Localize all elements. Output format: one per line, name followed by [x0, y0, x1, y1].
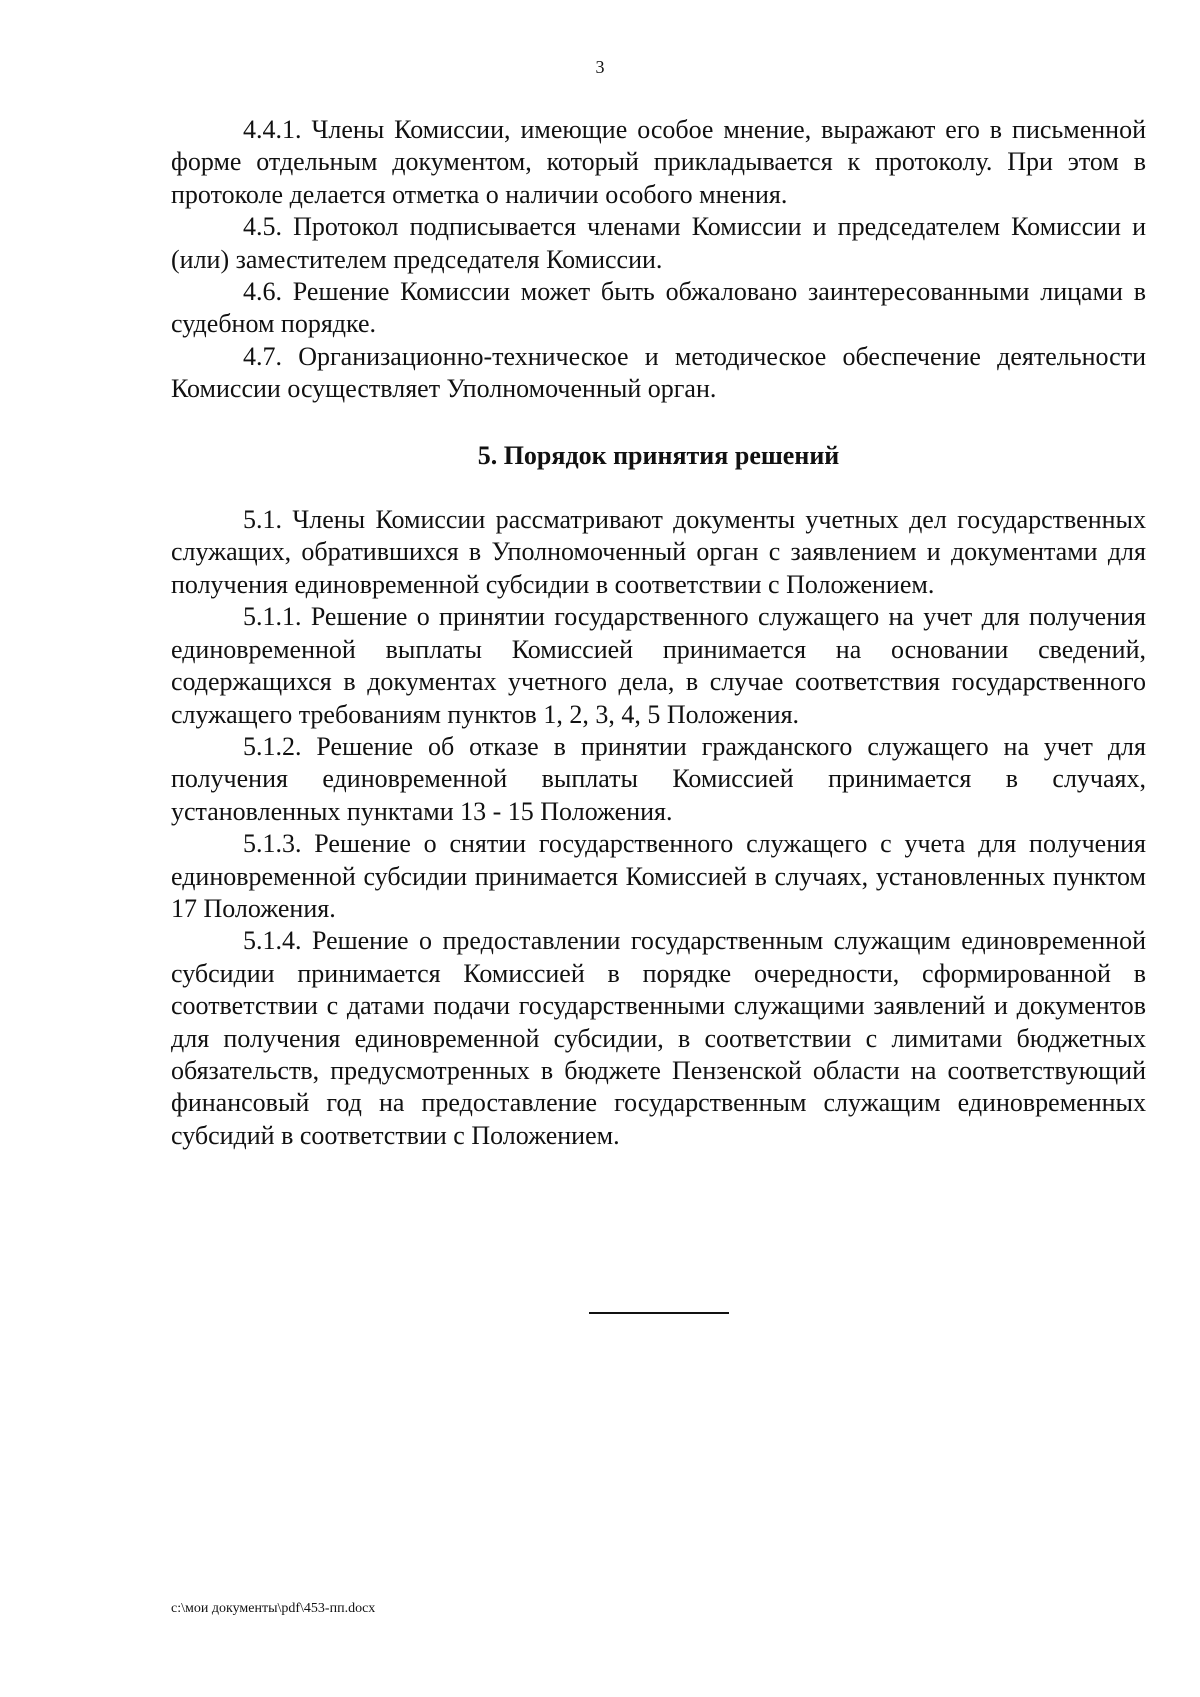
paragraph-4-7: 4.7. Организационно-техническое и методическое обеспечение деятельности Комиссии осуществляет Уполномоченный орган. — [171, 341, 1146, 404]
paragraph-5-1-2: 5.1.2. Решение об отказе в принятии гражданского служащего на учет для получения единовременной выплаты Комиссией принимается в случаях, установленных пунктами 13 - 15 Положения. — [171, 731, 1146, 826]
paragraph-5-1: 5.1. Члены Комиссии рассматривают документы учетных дел государственных служащих, обратившихся в Уполномоченный орган с заявлением и документами для получения единовременной субсидии в соответствии с Положением. — [171, 505, 1146, 599]
section-5-heading: 5. Порядок принятия решений — [477, 440, 840, 470]
footer-file-path: c:\мои документы\pdf\453-пп.docx — [171, 1601, 376, 1616]
paragraph-5-1-3: 5.1.3. Решение о снятии государственного служащего с учета для получения единовременной субсидии принимается Комиссией в случаях, установленных пунктом 17 Положения. — [171, 829, 1146, 923]
paragraph-5-1-4: 5.1.4. Решение о предоставлении государственным служащим единовременной субсидии принимается Комиссией в порядке очередности, сформированной в соответствии с датами подачи государственными служащими заявлений и документов для получения единовременной субсидии, в соответствии с лимитами бюджетных обязательств, предусмотренных в бюджете Пензенской области на соответствующий финансовый год на предоставление государственным служащим единовременных субсидий в соответствии с Положением. — [171, 926, 1146, 1150]
paragraph-4-5: 4.5. Протокол подписывается членами Комиссии и председателем Комиссии и (или) заместителем председателя Комиссии. — [171, 212, 1146, 274]
page-number: 3 — [595, 57, 605, 77]
document-body — [171, 114, 1146, 1152]
paragraph-4-6: 4.6. Решение Комиссии может быть обжаловано заинтересованными лицами в судебном порядке. — [171, 277, 1146, 339]
paragraph-5-1-1: 5.1.1. Решение о принятии государственного служащего на учет для получения единовременной выплаты Комиссией принимается на основании сведений, содержащихся в документах учетного дела, в случае соответствия государственного служащего требованиям пунктов 1, 2, 3, 4, 5 Положения. — [171, 602, 1146, 729]
paragraph-4-4-1: 4.4.1. Члены Комиссии, имеющие особое мнение, выражают его в письменной форме отдельным документом, который прикладывается к протоколу. При этом в протоколе делается отметка о наличии особого мнения. — [171, 115, 1146, 209]
end-of-document-divider — [589, 1312, 729, 1314]
